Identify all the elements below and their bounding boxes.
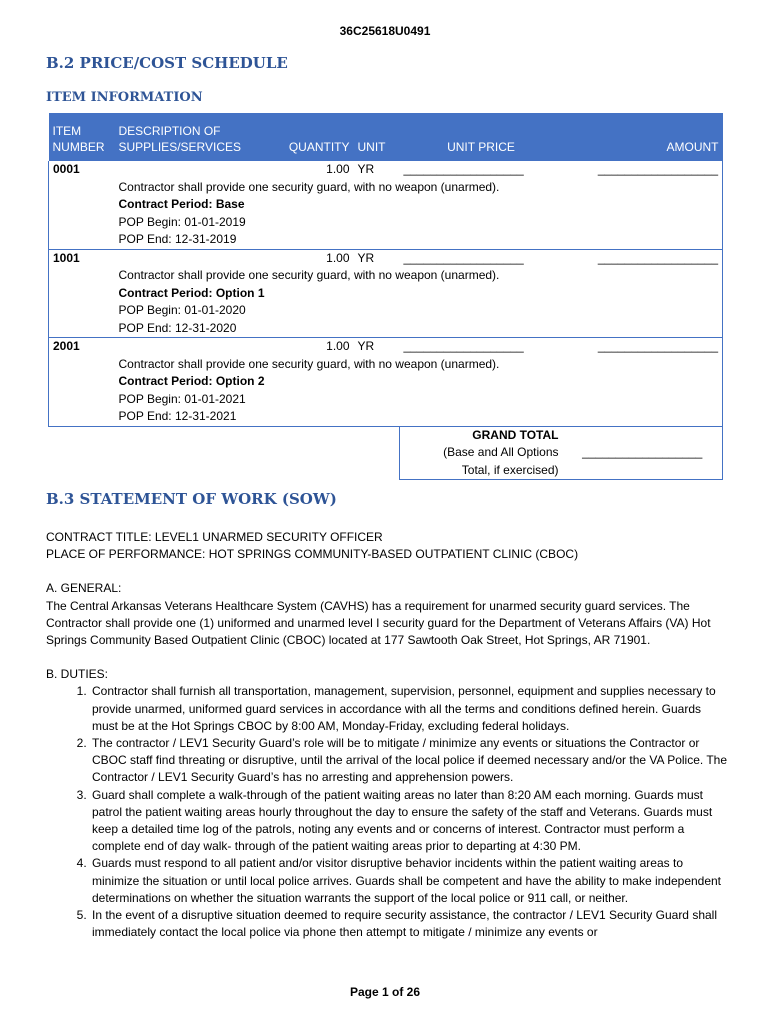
item-quantity: 1.00 [326, 162, 350, 176]
table-row [49, 338, 723, 356]
pop-begin: POP Begin: 01-01-2019 [118, 214, 246, 229]
item-quantity: 1.00 [326, 250, 350, 265]
header-unit: UNIT [354, 113, 400, 161]
contract-title: CONTRACT TITLE: LEVEL1 UNARMED SECURITY OFFICER [46, 530, 383, 544]
table-row [49, 179, 723, 250]
pop-end: POP End: 12-31-2021 [118, 409, 237, 423]
item-information-heading: ITEM INFORMATION [46, 90, 203, 105]
item-number: 1001 [49, 249, 115, 267]
page-number: Page 1 of 26 [349, 985, 421, 999]
line-item-0001 [49, 161, 723, 249]
table-row [49, 161, 723, 179]
table-header-row [49, 113, 723, 161]
statement-of-work [46, 529, 730, 941]
duties-heading: B. DUTIES: [46, 667, 109, 682]
amount-blank[interactable]: __________________ [563, 249, 723, 267]
grand-total-amount-blank[interactable]: __________________ [563, 426, 723, 480]
header-unit-price: UNIT PRICE [400, 113, 563, 161]
list-item: 3. Guard shall complete a walk-through of the patient waiting areas no later than 8:20 AM each morning. Guards must patrol the patient waiting areas hourly throughout the day to ensure the safety of the staff and Veterans. Guards must keep a detailed time log of the patrols, noting any events and or concerns of interest. Contractor must perform a complete end of day walk- through of the patient waiting areas prior to departing at 4:30 PM. [90, 787, 730, 856]
item-unit: YR [357, 339, 375, 353]
item-quantity: 1.00 [326, 339, 350, 353]
pop-end: POP End: 12-31-2020 [118, 320, 237, 335]
description-text: Contractor shall provide one security guard, with no weapon (unarmed). [118, 268, 500, 282]
contract-period: Contract Period: Base [118, 197, 245, 211]
general-paragraph: The Central Arkansas Veterans Healthcare System (CAVHS) has a requirement for unarmed security guard services. The Contractor shall provide one (1) uniformed and unarmed level I security guard for the Department of Veterans Affairs (VA) Hot Springs Community Based Outpatient Clinic (CBOC) located at 177 Sawtooth Oak Street, Hot Springs, AR 71901. [46, 598, 711, 648]
table-row [49, 356, 723, 427]
list-item: 5. In the event of a disruptive situation deemed to require security assistance, the contractor / LEV1 Security Guard shall immediately contact the local police via phone then attempt to mitigate / minimize any events or [90, 907, 730, 941]
unit-price-blank[interactable]: __________________ [403, 162, 524, 176]
line-item-2001 [49, 338, 723, 427]
header-quantity: QUANTITY [283, 113, 354, 161]
unit-price-blank[interactable]: __________________ [403, 339, 524, 353]
document-id: 36C25618U0491 [339, 24, 431, 38]
item-description [115, 356, 563, 427]
header-amount: AMOUNT [563, 113, 723, 161]
item-description [115, 267, 563, 338]
list-item: 2. The contractor / LEV1 Security Guard’s role will be to mitigate / minimize any events or situations the Contractor or CBOC staff find threating or disruptive, until the arrival of the local police if deemed necessary and/or the VA Police. The Contractor / LEV1 Security Guard’s has no arresting and apprehension powers. [90, 735, 730, 787]
amount-blank[interactable]: __________________ [563, 338, 723, 356]
item-number: 2001 [49, 338, 115, 356]
header-item-number: ITEM NUMBER [49, 113, 115, 161]
list-item: 4. Guards must respond to all patient and/or visitor disruptive behavior incidents within the patient waiting areas to minimize the situation or until local police arrives. Guards shall be competent and have the ability to make independent determinations on whether the situation warrants the support of the local police or 911 call, or neither. [90, 855, 730, 907]
item-description [115, 179, 563, 250]
duties-list [46, 683, 730, 941]
description-text: Contractor shall provide one security guard, with no weapon (unarmed). [118, 356, 500, 371]
grand-total-label: GRAND TOTAL (Base and All Options Total, if exercised) [400, 426, 563, 480]
table-row [49, 267, 723, 338]
line-item-1001 [49, 249, 723, 338]
pop-begin: POP Begin: 01-01-2021 [118, 391, 246, 406]
general-heading: A. GENERAL: [46, 581, 122, 596]
table-row [49, 249, 723, 267]
grand-total-section [49, 426, 723, 480]
amount-blank[interactable]: __________________ [563, 161, 723, 179]
section-b3-title: B.3 STATEMENT OF WORK (SOW) [46, 490, 337, 508]
place-of-performance: PLACE OF PERFORMANCE: HOT SPRINGS COMMUNITY-BASED OUTPATIENT CLINIC (CBOC) [46, 547, 579, 562]
description-text: Contractor shall provide one security guard, with no weapon (unarmed). [118, 179, 500, 194]
section-b2-title: B.2 PRICE/COST SCHEDULE [46, 54, 288, 72]
price-schedule-table [48, 113, 723, 480]
item-unit: YR [357, 162, 375, 176]
list-item: 1. Contractor shall furnish all transportation, management, supervision, personnel, equipment and supplies necessary to provide unarmed, uniformed guard services in accordance with all the terms and conditions defined herein. Guards must be at the Hot Springs CBOC by 8:00 AM, Monday-Friday, excluding federal holidays. [90, 683, 730, 735]
grand-total-row [49, 426, 723, 480]
contract-period: Contract Period: Option 2 [118, 374, 265, 388]
pop-begin: POP Begin: 01-01-2020 [118, 303, 246, 317]
pop-end: POP End: 12-31-2019 [118, 232, 237, 246]
item-unit: YR [357, 250, 375, 265]
header-description: DESCRIPTION OF SUPPLIES/SERVICES [115, 113, 283, 161]
unit-price-blank[interactable]: __________________ [403, 250, 524, 265]
item-number: 0001 [49, 161, 115, 179]
contract-period: Contract Period: Option 1 [118, 285, 265, 300]
